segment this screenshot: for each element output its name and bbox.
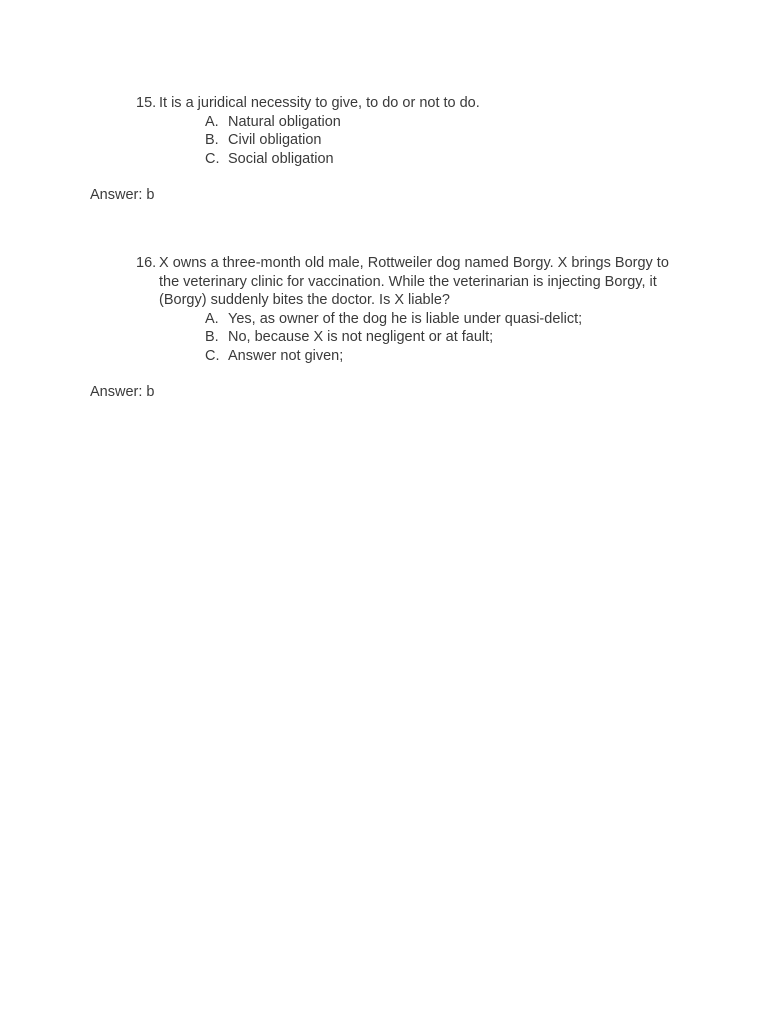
option-c [205,150,676,169]
question-16 [136,254,676,366]
option-list [205,310,676,366]
option-letter: A. [205,310,219,327]
answer-15: Answer: b [90,187,155,203]
question-stem [136,94,676,113]
option-letter: B. [205,132,219,149]
option-letter: C. [205,150,220,167]
option-b [205,328,676,347]
option-text: Answer not given; [228,347,344,364]
question-number: 16. [136,255,157,271]
answer-16: Answer: b [90,384,155,400]
question-stem [136,254,676,310]
option-letter: B. [205,329,219,346]
option-list [205,113,676,169]
question-text: It is a juridical necessity to give, to do or not to do. [159,95,480,111]
option-text: Social obligation [228,150,334,167]
option-text: Yes, as owner of the dog he is liable under quasi-delict; [228,310,583,327]
option-letter: C. [205,347,220,364]
question-15 [136,94,676,168]
option-letter: A. [205,113,219,130]
option-a [205,113,676,132]
option-text: Civil obligation [228,132,322,149]
question-number: 15. [136,95,157,111]
option-b [205,131,676,150]
option-c [205,347,676,366]
option-text: No, because X is not negligent or at fault; [228,329,494,346]
question-text: X owns a three-month old male, Rottweiler dog named Borgy. X brings Borgy to the veterinary clinic for vaccination. While the veterinarian is injecting Borgy, it (Borgy) suddenly bites the doctor. Is X liable? [159,255,669,309]
option-text: Natural obligation [228,113,341,130]
option-a [205,310,676,329]
